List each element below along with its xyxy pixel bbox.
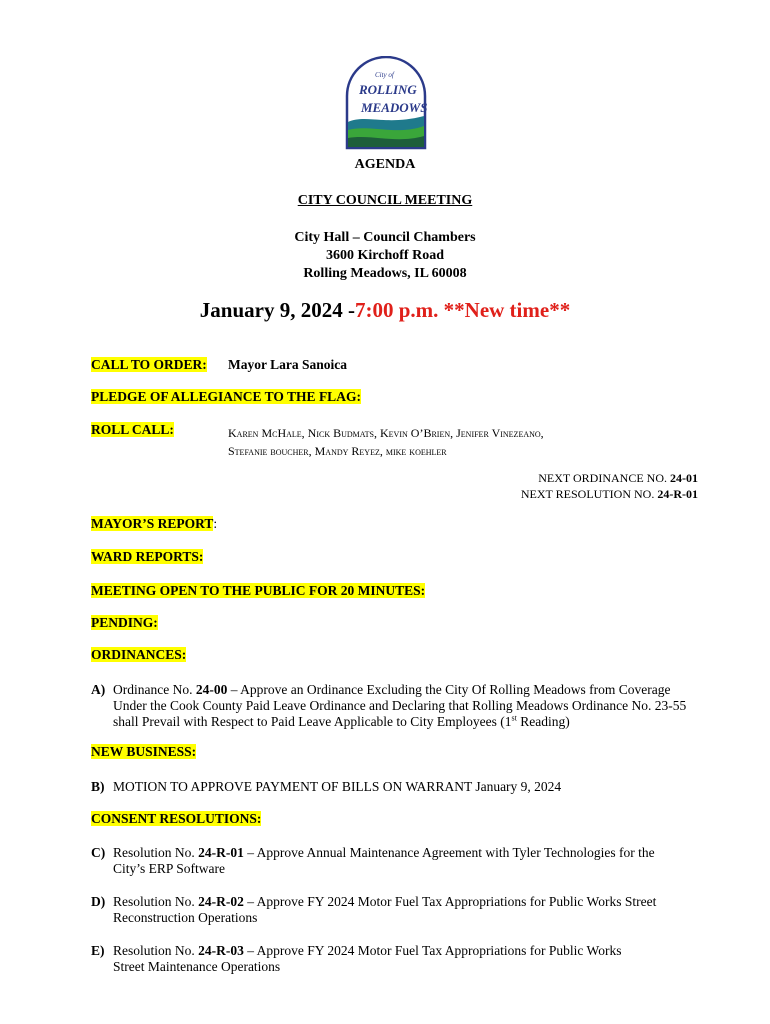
- roll-call-line: Karen McHale, Nick Budmats, Kevin O’Brien, Jenifer Vinezeano,: [228, 426, 544, 440]
- item-text: Ordinance No. 24-00 – Approve an Ordinance Excluding the City Of Rolling Meadows from Coverage Under the Cook County Paid Leave Ordinance and Declaring that Rolling Meadows Ordinance No. 23-55 shall Prevail with Respect to Paid Leave Applicable to City Employees (1st Reading): [113, 682, 687, 729]
- agenda-item-e: [91, 943, 699, 975]
- next-resolution: NEXT RESOLUTION NO. 24-R-01: [520, 487, 698, 501]
- meeting-date-text: January 9, 2024 -: [199, 298, 355, 322]
- address-line: City Hall – Council Chambers: [294, 230, 476, 245]
- item-text: Resolution No. 24-R-03 – Approve FY 2024 Motor Fuel Tax Appropriations for Public Works Street Maintenance Operations: [113, 943, 622, 974]
- ordinances-label: ORDINANCES:: [91, 647, 187, 662]
- next-numbers: [521, 470, 698, 502]
- agenda-item-d: [91, 894, 699, 926]
- item-label: E): [91, 943, 105, 958]
- rolling-meadows-logo-icon: [341, 56, 431, 152]
- consent-resolutions-label: CONSENT RESOLUTIONS:: [91, 811, 262, 826]
- item-text: Resolution No. 24-R-01 – Approve Annual Maintenance Agreement with Tyler Technologies for the City’s ERP Software: [113, 845, 655, 876]
- ward-reports-label: WARD REPORTS:: [91, 549, 204, 564]
- city-logo: [341, 56, 431, 152]
- meeting-address: [0, 229, 770, 283]
- agenda-item-b: [91, 779, 699, 795]
- address-line: 3600 Kirchoff Road: [326, 248, 444, 263]
- item-label: B): [91, 779, 105, 794]
- roll-call-label: ROLL CALL:: [91, 422, 174, 437]
- address-line: Rolling Meadows, IL 60008: [303, 266, 467, 281]
- public-comment-label: MEETING OPEN TO THE PUBLIC FOR 20 MINUTES:: [91, 583, 426, 598]
- agenda-item-c: [91, 845, 699, 877]
- svg-text:City of: City of: [375, 71, 394, 79]
- item-text: MOTION TO APPROVE PAYMENT OF BILLS ON WARRANT January 9, 2024: [113, 779, 562, 794]
- pledge-label: PLEDGE OF ALLEGIANCE TO THE FLAG:: [91, 389, 361, 404]
- svg-text:MEADOWS: MEADOWS: [361, 100, 428, 115]
- item-label: A): [91, 682, 106, 697]
- item-text: Resolution No. 24-R-02 – Approve FY 2024 Motor Fuel Tax Appropriations for Public Works Street Reconstruction Operations: [113, 894, 657, 925]
- call-to-order-label: CALL TO ORDER:: [91, 357, 207, 372]
- meeting-date: [0, 298, 770, 323]
- meeting-title: CITY COUNCIL MEETING: [297, 193, 473, 208]
- item-label: D): [91, 894, 106, 909]
- call-to-order-value: Mayor Lara Sanoica: [228, 357, 347, 372]
- mayors-report-label: MAYOR’S REPORT:: [91, 516, 218, 531]
- agenda-item-a: [91, 682, 699, 730]
- new-business-label: NEW BUSINESS:: [91, 744, 197, 759]
- svg-text:ROLLING: ROLLING: [359, 82, 417, 97]
- pending-label: PENDING:: [91, 615, 158, 630]
- meeting-time: 7:00 p.m. **New time**: [354, 298, 571, 322]
- next-ordinance: NEXT ORDINANCE NO. 24-01: [538, 471, 698, 485]
- roll-call-names: [228, 424, 544, 460]
- agenda-heading: AGENDA: [354, 157, 416, 172]
- item-label: C): [91, 845, 106, 860]
- roll-call-line: Stefanie boucher, Mandy Reyez, mike koehler: [228, 444, 447, 458]
